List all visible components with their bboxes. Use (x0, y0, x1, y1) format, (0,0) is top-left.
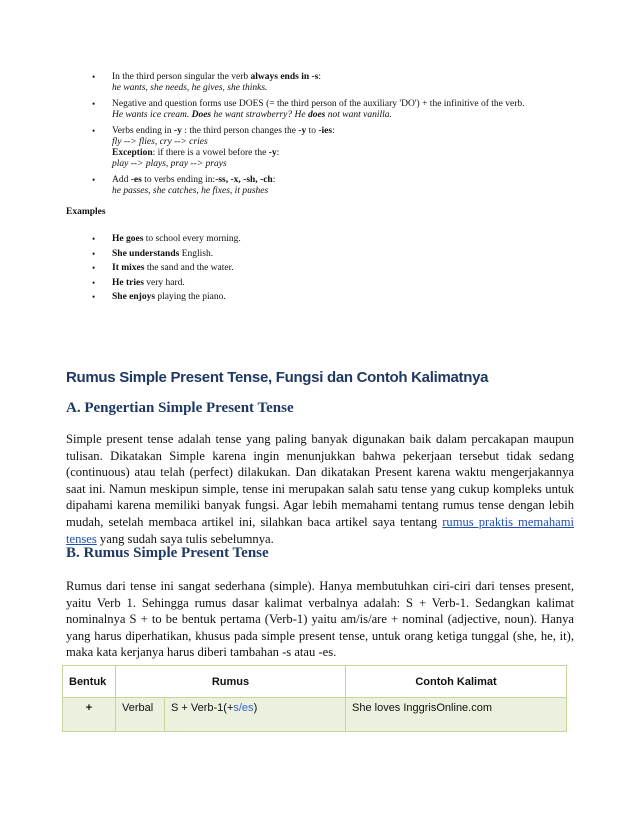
text-run: : if there is a vowel before the (152, 148, 269, 158)
example-rest: very hard. (143, 277, 185, 288)
rule-item (0, 99, 560, 121)
text-run: to verbs ending in: (141, 175, 216, 185)
text-run: -y (298, 126, 307, 136)
rule-example-line (112, 148, 560, 159)
example-subject-verb: He goes (112, 234, 144, 244)
rule-item (0, 72, 560, 94)
examples-heading: Examples (66, 207, 106, 217)
text-run: -es (130, 175, 142, 185)
table-header-row (63, 666, 567, 698)
text-run: -ies (318, 126, 333, 136)
example-rest: the sand and the water. (144, 263, 234, 274)
rule-text (112, 99, 560, 110)
text-run: fly --> flies, cry --> cries (112, 137, 208, 147)
example-item (0, 249, 560, 260)
example-subject-verb: She enjoys (112, 292, 156, 303)
rule-example-line (112, 159, 560, 170)
example-subject-verb: She understands (112, 248, 180, 259)
formula-suffix: ) (253, 702, 258, 714)
example-subject-verb: It mixes (112, 263, 145, 274)
row-formula (165, 698, 346, 732)
header-bentuk: Bentuk (63, 666, 116, 698)
text-run: : (276, 148, 280, 158)
rule-item (0, 175, 560, 197)
rule-example-line (112, 83, 560, 94)
text-run: not want vanilla. (325, 110, 392, 120)
formula-prefix: S + Verb-1(+ (171, 702, 234, 714)
row-type: Verbal (116, 698, 165, 732)
tenses-article-link[interactable]: rumus praktis memahami tenses (66, 514, 574, 546)
header-contoh-kalimat: Contoh Kalimat (346, 666, 567, 698)
rule-text (112, 72, 560, 83)
example-subject-verb: He tries (112, 277, 144, 288)
text-run: : (332, 126, 335, 136)
example-item (0, 234, 560, 245)
bullet-icon: • (92, 234, 96, 244)
header-rumus: Rumus (116, 666, 346, 698)
bullet-icon: • (92, 277, 96, 288)
example-item (0, 292, 560, 303)
rule-example-line (112, 110, 560, 121)
section-b-heading: B. Rumus Simple Present Tense (66, 545, 269, 561)
text-run: Add (112, 175, 131, 185)
text-run: does (307, 110, 326, 120)
text-run: -y (174, 126, 182, 136)
rule-text (112, 175, 560, 186)
bullet-icon: • (92, 175, 96, 185)
text-run: -ss, -x, -sh, -ch (215, 175, 273, 185)
section-a-heading: A. Pengertian Simple Present Tense (66, 400, 294, 416)
rule-example-line (112, 137, 560, 148)
text-run: In the third person singular the verb (112, 72, 251, 82)
text-run: : (318, 72, 321, 82)
example-rest: playing the piano. (155, 292, 226, 303)
text-run: -y (268, 148, 277, 158)
rule-example-line (112, 186, 560, 197)
rule-item (0, 126, 560, 170)
examples-list (0, 234, 560, 307)
bullet-icon: • (92, 248, 96, 259)
text-run: : the third person changes the (181, 126, 299, 136)
example-rest: to school every morning. (143, 234, 241, 244)
text-run: to (306, 126, 319, 136)
rule-text (112, 126, 560, 137)
text-run: : (272, 175, 276, 185)
text-run: Negative and question forms use DOES (= the third person of the auxiliary 'DO') + the infinitive of the verb. (112, 99, 525, 109)
text-run: Exception (112, 148, 153, 158)
text-run: always ends in -s (250, 72, 319, 82)
text-run: He wants ice cream. (112, 110, 192, 120)
section-b-paragraph: Rumus dari tense ini sangat sederhana (simple). Hanya membutuhkan ciri-ciri dari tenses present, yaitu Verb 1. Sehingga rumus dasar kalimat verbalnya adalah: S + Verb-1. Sedangkan kalimat nominalnya S + to be bentuk pertama (Verb-1) yaitu am/is/are + nominal (adjective, noun). Hanya yang harus diperhatikan, khusus pada simple present tense, untuk orang ketiga tunggal (she, he, it), maka kata kerjanya harus diberi tambahan -s atau -es. (66, 579, 574, 660)
text-run: Verbs ending in (112, 126, 175, 136)
row-sign: + (63, 698, 116, 732)
example-item (0, 263, 560, 274)
text-run: Does (191, 110, 212, 120)
text-run: he want strawberry? He (211, 110, 308, 120)
bullet-icon: • (92, 126, 96, 136)
example-rest: English. (179, 248, 214, 259)
example-item (0, 278, 560, 289)
row-example: She loves InggrisOnline.com (346, 698, 567, 732)
section-a-text-before-link: Simple present tense adalah tense yang paling banyak digunakan baik dalam percakapan maupun tulisan. Dikatakan Simple karena ingin menunjukkan bahwa pekerjaan tersebut tidak sedang (continuous) atau telah (perfect) dilakukan. Dan dikatakan Present karena waktu mengerjakannya saat ini. Namun meskipun simple, tense ini merupakan salah satu tense yang cukup kompleks untuk dipahami karena memiliki banyak fungsi. Agar lebih memahami tentang rumus tense dengan lebih mudah, setelah membaca artikel ini, silahkan baca artikel saya tentang (66, 432, 574, 529)
section-a-text-after-link: yang sudah saya tulis sebelumnya. (96, 531, 274, 546)
bullet-icon: • (92, 292, 96, 303)
formula-highlight: s/es (233, 702, 254, 714)
text-run: he wants, she needs, he gives, she thinks. (112, 83, 268, 93)
text-run: play --> plays, pray --> prays (112, 159, 227, 169)
article-title: Rumus Simple Present Tense, Fungsi dan Contoh Kalimatnya (66, 369, 489, 386)
table-row (63, 698, 567, 732)
rules-list (0, 72, 560, 202)
bullet-icon: • (92, 99, 96, 109)
section-a-paragraph (66, 431, 574, 547)
bullet-icon: • (92, 72, 96, 82)
rumus-table (62, 665, 567, 732)
bullet-icon: • (92, 263, 96, 274)
text-run: he passes, she catches, he fixes, it pushes (112, 186, 269, 196)
